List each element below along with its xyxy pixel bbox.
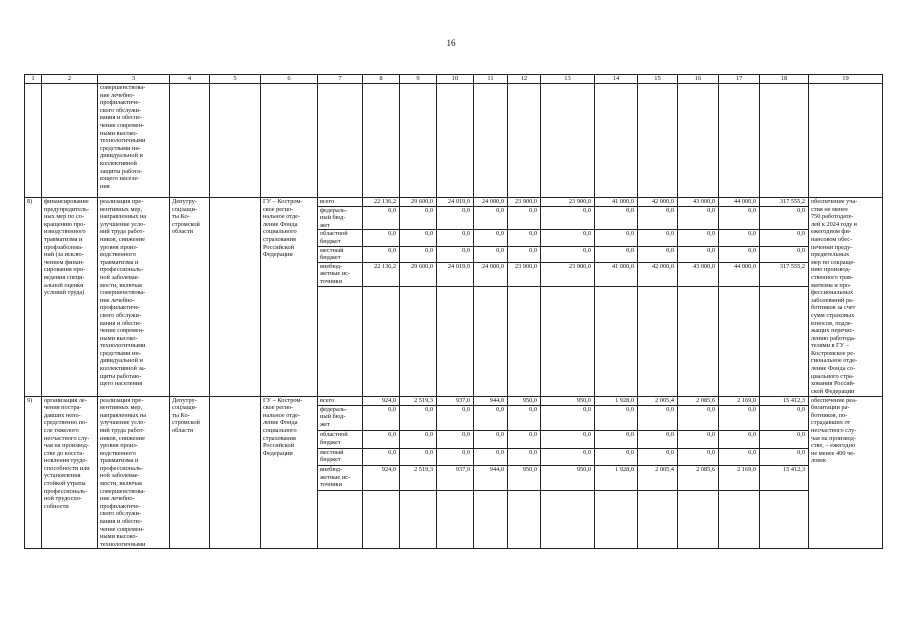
table-cell [474,491,508,549]
table-cell [595,84,638,198]
table-cell [363,491,400,549]
amount-cell: 0,0 [638,246,678,262]
expected-result: обеспечение уча- стия не менее 750 работодате- лей к 2024 году в ежегодном фи- нансовом обес- печении преду- предительных мер по сокраще- нию производ- ственного трав- матизма и про- фессиональных заболеваний ра- ботников за счет сумм страховых взносов, подле- жащих перечис- лению работода- телями в ГУ – Костромское ре- гиональное отде- ление Фонда со- циального стра- хования Россий- ской Федерации [809,198,883,397]
table-cell [638,84,678,198]
amount-cell: 0,0 [437,246,474,262]
table-cell [363,84,400,198]
task-name: финансирование предупредитель- ных мер по со- кращению про- изводственного травматизма и профзаболева- ний (за исклю- чением финан- сирования про- ведения специ- альной оценки условий труда) [42,198,98,397]
amount-total-cell: 15 412,3 [760,465,809,491]
amount-cell: 0,0 [595,448,638,465]
table-cell [638,286,678,396]
measure-description: совершенствова- ние лечебно- профилактиче- ского обслужи- вания и обеспе- чение современ- ными высоко- технологичными средствами ин- дивидуальной и коллективной защиты работа- ющего населе- ния [98,84,170,198]
amount-cell: 924,0 [363,465,400,491]
amount-cell: 41 000,0 [595,198,638,207]
amount-cell: 0,0 [508,448,541,465]
amount-cell: 0,0 [719,431,760,448]
amount-cell: 2 169,0 [719,396,760,405]
header-cell: 1 [25,75,42,84]
amount-cell: 43 000,0 [678,262,719,286]
amount-cell: 23 900,0 [541,262,595,286]
amount-cell: 0,0 [437,230,474,246]
header-cell: 12 [508,75,541,84]
table-cell [437,491,474,549]
amount-total-cell: 317 555,2 [760,262,809,286]
amount-cell: 0,0 [400,206,437,230]
table-cell [760,491,809,549]
table-cell [25,84,42,198]
executor: Депутру- соцзащи- ты Ко- стромской области [170,198,210,397]
amount-cell: 2 085,6 [678,465,719,491]
amount-cell: 0,0 [638,405,678,430]
amount-cell: 0,0 [638,206,678,230]
amount-cell: 0,0 [595,246,638,262]
task-name: организация ле- чения постра- давших непо- средственно по- сле тяжелого несчастного слу- чая на производ- стве до восста- новления трудо- способности или установления стойкой утраты профессиональ- ной трудоспо- собности [42,396,98,549]
table-cell [474,286,508,396]
amount-cell: 0,0 [508,206,541,230]
amount-cell: 0,0 [678,246,719,262]
table-cell [508,286,541,396]
amount-cell: 0,0 [719,405,760,430]
amount-cell: 24 000,0 [474,262,508,286]
amount-cell: 924,0 [363,396,400,405]
amount-cell: 950,0 [508,396,541,405]
funding-source: местный бюджет [318,246,363,262]
amount-cell: 0,0 [400,448,437,465]
amount-cell: 0,0 [541,431,595,448]
table-cell [719,286,760,396]
amount-cell: 1 928,0 [595,465,638,491]
amount-cell: 0,0 [363,206,400,230]
header-cell: 3 [98,75,170,84]
amount-cell: 41 000,0 [595,262,638,286]
continuation-row [25,84,883,198]
table-cell [678,491,719,549]
table-cell [437,286,474,396]
funding-source: внебюд- жетные ис- точники [318,465,363,491]
amount-cell: 0,0 [678,206,719,230]
amount-cell: 0,0 [363,448,400,465]
participant: ГУ – Костром- ское регио- нальное отде- ление Фонда социального страхования Российской Федерации [261,198,318,397]
table-cell [760,286,809,396]
amount-cell: 23 900,0 [541,198,595,207]
table-cell [261,84,318,198]
funding-source: областной бюджет [318,431,363,448]
table-cell [541,84,595,198]
table-cell [508,491,541,549]
row-8-total [25,198,883,207]
amount-cell: 0,0 [719,246,760,262]
amount-cell: 0,0 [474,246,508,262]
amount-cell: 937,0 [437,396,474,405]
header-cell: 5 [210,75,261,84]
header-cell: 11 [474,75,508,84]
amount-cell: 0,0 [508,230,541,246]
table-cell [437,84,474,198]
table-cell [719,491,760,549]
funding-source: областной бюджет [318,230,363,246]
amount-cell: 0,0 [363,405,400,430]
amount-cell: 950,0 [541,396,595,405]
amount-cell: 0,0 [363,230,400,246]
table-cell [210,84,261,198]
header-cell: 9 [400,75,437,84]
amount-total-cell: 15 412,3 [760,396,809,405]
amount-cell: 0,0 [474,405,508,430]
amount-cell: 0,0 [678,431,719,448]
amount-cell: 0,0 [638,431,678,448]
amount-cell: 29 600,0 [400,262,437,286]
amount-cell: 2 519,3 [400,465,437,491]
amount-cell: 0,0 [595,405,638,430]
table-cell [541,286,595,396]
header-cell: 16 [678,75,719,84]
table-cell [170,84,210,198]
amount-total-cell: 0,0 [760,230,809,246]
amount-cell: 950,0 [541,465,595,491]
table-cell [678,286,719,396]
header-cell: 19 [809,75,883,84]
table-cell [760,84,809,198]
table-cell [42,84,98,198]
amount-cell: 944,0 [474,396,508,405]
amount-total-cell: 0,0 [760,431,809,448]
header-cell: 17 [719,75,760,84]
amount-cell: 0,0 [508,246,541,262]
expected-result: обеспечение реа- билитации ра- ботников, по- страдавших от несчастного слу- чая на производ- стве, – ежегодно не менее 400 че- ловек [809,396,883,549]
amount-cell: 2 169,0 [719,465,760,491]
amount-cell: 23 900,0 [508,262,541,286]
table-cell [638,491,678,549]
measure-description: реализация пре- вентивных мер, направленных на улучшение усло- вий труда работ- ников, снижение уровня произ- водственного травматизма и профессиональ- ной заболевае- мости, включая совершенствова- ние лечебно- профилактиче- ского обслужи- вания и обеспе- чение современ- ными высоко- технологичными [98,396,170,549]
table-cell [719,84,760,198]
amount-cell: 44 000,0 [719,262,760,286]
amount-cell: 42 000,0 [638,262,678,286]
amount-cell: 937,0 [437,465,474,491]
header-cell: 7 [318,75,363,84]
measure-description: реализация пре- вентивных мер, направленных на улучшение усло- вий труда работ- ников, снижение уровня произ- водственного травматизма и профессиональ- ной заболевае- мости, включая совершенствова- ние лечебно- профилактиче- ского обслужи- вания и обеспе- чение современ- ными высоко- технологичными средствами ин- дивидуальной и коллективной за- щиты работаю- щего населения [98,198,170,397]
amount-cell: 0,0 [638,230,678,246]
funding-source: федераль- ный бюд- жет [318,206,363,230]
amount-cell: 22 136,2 [363,262,400,286]
page-number: 16 [446,38,456,48]
co-executor [210,198,261,397]
table-cell [678,84,719,198]
participant: ГУ – Костром- ское регио- нальное отде- ление Фонда социального страхования Российской Федерации [261,396,318,549]
amount-cell: 0,0 [437,448,474,465]
amount-cell: 944,0 [474,465,508,491]
amount-total-cell: 0,0 [760,405,809,430]
amount-cell: 0,0 [400,431,437,448]
amount-cell: 0,0 [363,431,400,448]
co-executor [210,396,261,549]
table-cell [474,84,508,198]
header-cell: 8 [363,75,400,84]
amount-cell: 0,0 [638,448,678,465]
amount-cell: 2 085,6 [678,396,719,405]
table-cell [318,491,363,549]
amount-cell: 0,0 [508,431,541,448]
header-cell: 13 [541,75,595,84]
amount-cell: 0,0 [541,246,595,262]
header-cell: 18 [760,75,809,84]
table-cell [508,84,541,198]
amount-cell: 42 000,0 [638,198,678,207]
table-cell [809,84,883,198]
amount-cell: 23 900,0 [508,198,541,207]
amount-cell: 0,0 [719,230,760,246]
table-cell [318,84,363,198]
amount-cell: 0,0 [595,230,638,246]
amount-cell: 0,0 [474,448,508,465]
header-cell: 15 [638,75,678,84]
amount-cell: 1 928,0 [595,396,638,405]
header-cell: 4 [170,75,210,84]
amount-cell: 0,0 [541,405,595,430]
amount-cell: 0,0 [474,431,508,448]
header-row [25,75,883,84]
amount-cell: 0,0 [508,405,541,430]
table-cell [400,286,437,396]
funding-source: местный бюджет [318,448,363,465]
row-number: 9) [25,396,42,549]
table-cell [363,286,400,396]
funding-source: всего [318,198,363,207]
amount-cell: 0,0 [400,246,437,262]
header-cell: 10 [437,75,474,84]
amount-cell: 29 600,0 [400,198,437,207]
funding-source: федераль- ный бюд- жет [318,405,363,430]
table-cell [541,491,595,549]
program-table [24,74,883,549]
executor: Депутру- соцзащи- ты Ко- стромской области [170,396,210,549]
funding-source: внебюд- жетные ис- точники [318,262,363,286]
header-cell: 14 [595,75,638,84]
amount-cell: 0,0 [678,405,719,430]
amount-cell: 2 005,4 [638,396,678,405]
table-cell [318,286,363,396]
table-cell [595,491,638,549]
row-number: 8) [25,198,42,397]
amount-cell: 0,0 [474,230,508,246]
amount-cell: 2 005,4 [638,465,678,491]
amount-cell: 0,0 [541,206,595,230]
amount-cell: 0,0 [437,206,474,230]
amount-cell: 0,0 [400,405,437,430]
funding-source: всего [318,396,363,405]
amount-cell: 22 136,2 [363,198,400,207]
amount-cell: 0,0 [541,448,595,465]
amount-cell: 0,0 [595,206,638,230]
amount-cell: 0,0 [678,230,719,246]
header-cell: 2 [42,75,98,84]
header-cell: 6 [261,75,318,84]
row-9-total [25,396,883,405]
amount-cell: 0,0 [400,230,437,246]
amount-cell: 0,0 [437,431,474,448]
table-cell [400,491,437,549]
amount-cell: 950,0 [508,465,541,491]
table-cell [595,286,638,396]
amount-cell: 44 000,0 [719,198,760,207]
amount-cell: 24 019,0 [437,262,474,286]
amount-cell: 0,0 [541,230,595,246]
amount-total-cell: 0,0 [760,206,809,230]
amount-cell: 0,0 [719,448,760,465]
amount-cell: 24 000,0 [474,198,508,207]
amount-cell: 43 000,0 [678,198,719,207]
amount-cell: 24 019,0 [437,198,474,207]
table-cell [400,84,437,198]
amount-cell: 0,0 [719,206,760,230]
amount-cell: 0,0 [363,246,400,262]
amount-cell: 0,0 [678,448,719,465]
amount-total-cell: 317 555,2 [760,198,809,207]
amount-cell: 0,0 [437,405,474,430]
amount-cell: 0,0 [474,206,508,230]
amount-cell: 0,0 [595,431,638,448]
amount-total-cell: 0,0 [760,448,809,465]
amount-cell: 2 519,3 [400,396,437,405]
amount-total-cell: 0,0 [760,246,809,262]
